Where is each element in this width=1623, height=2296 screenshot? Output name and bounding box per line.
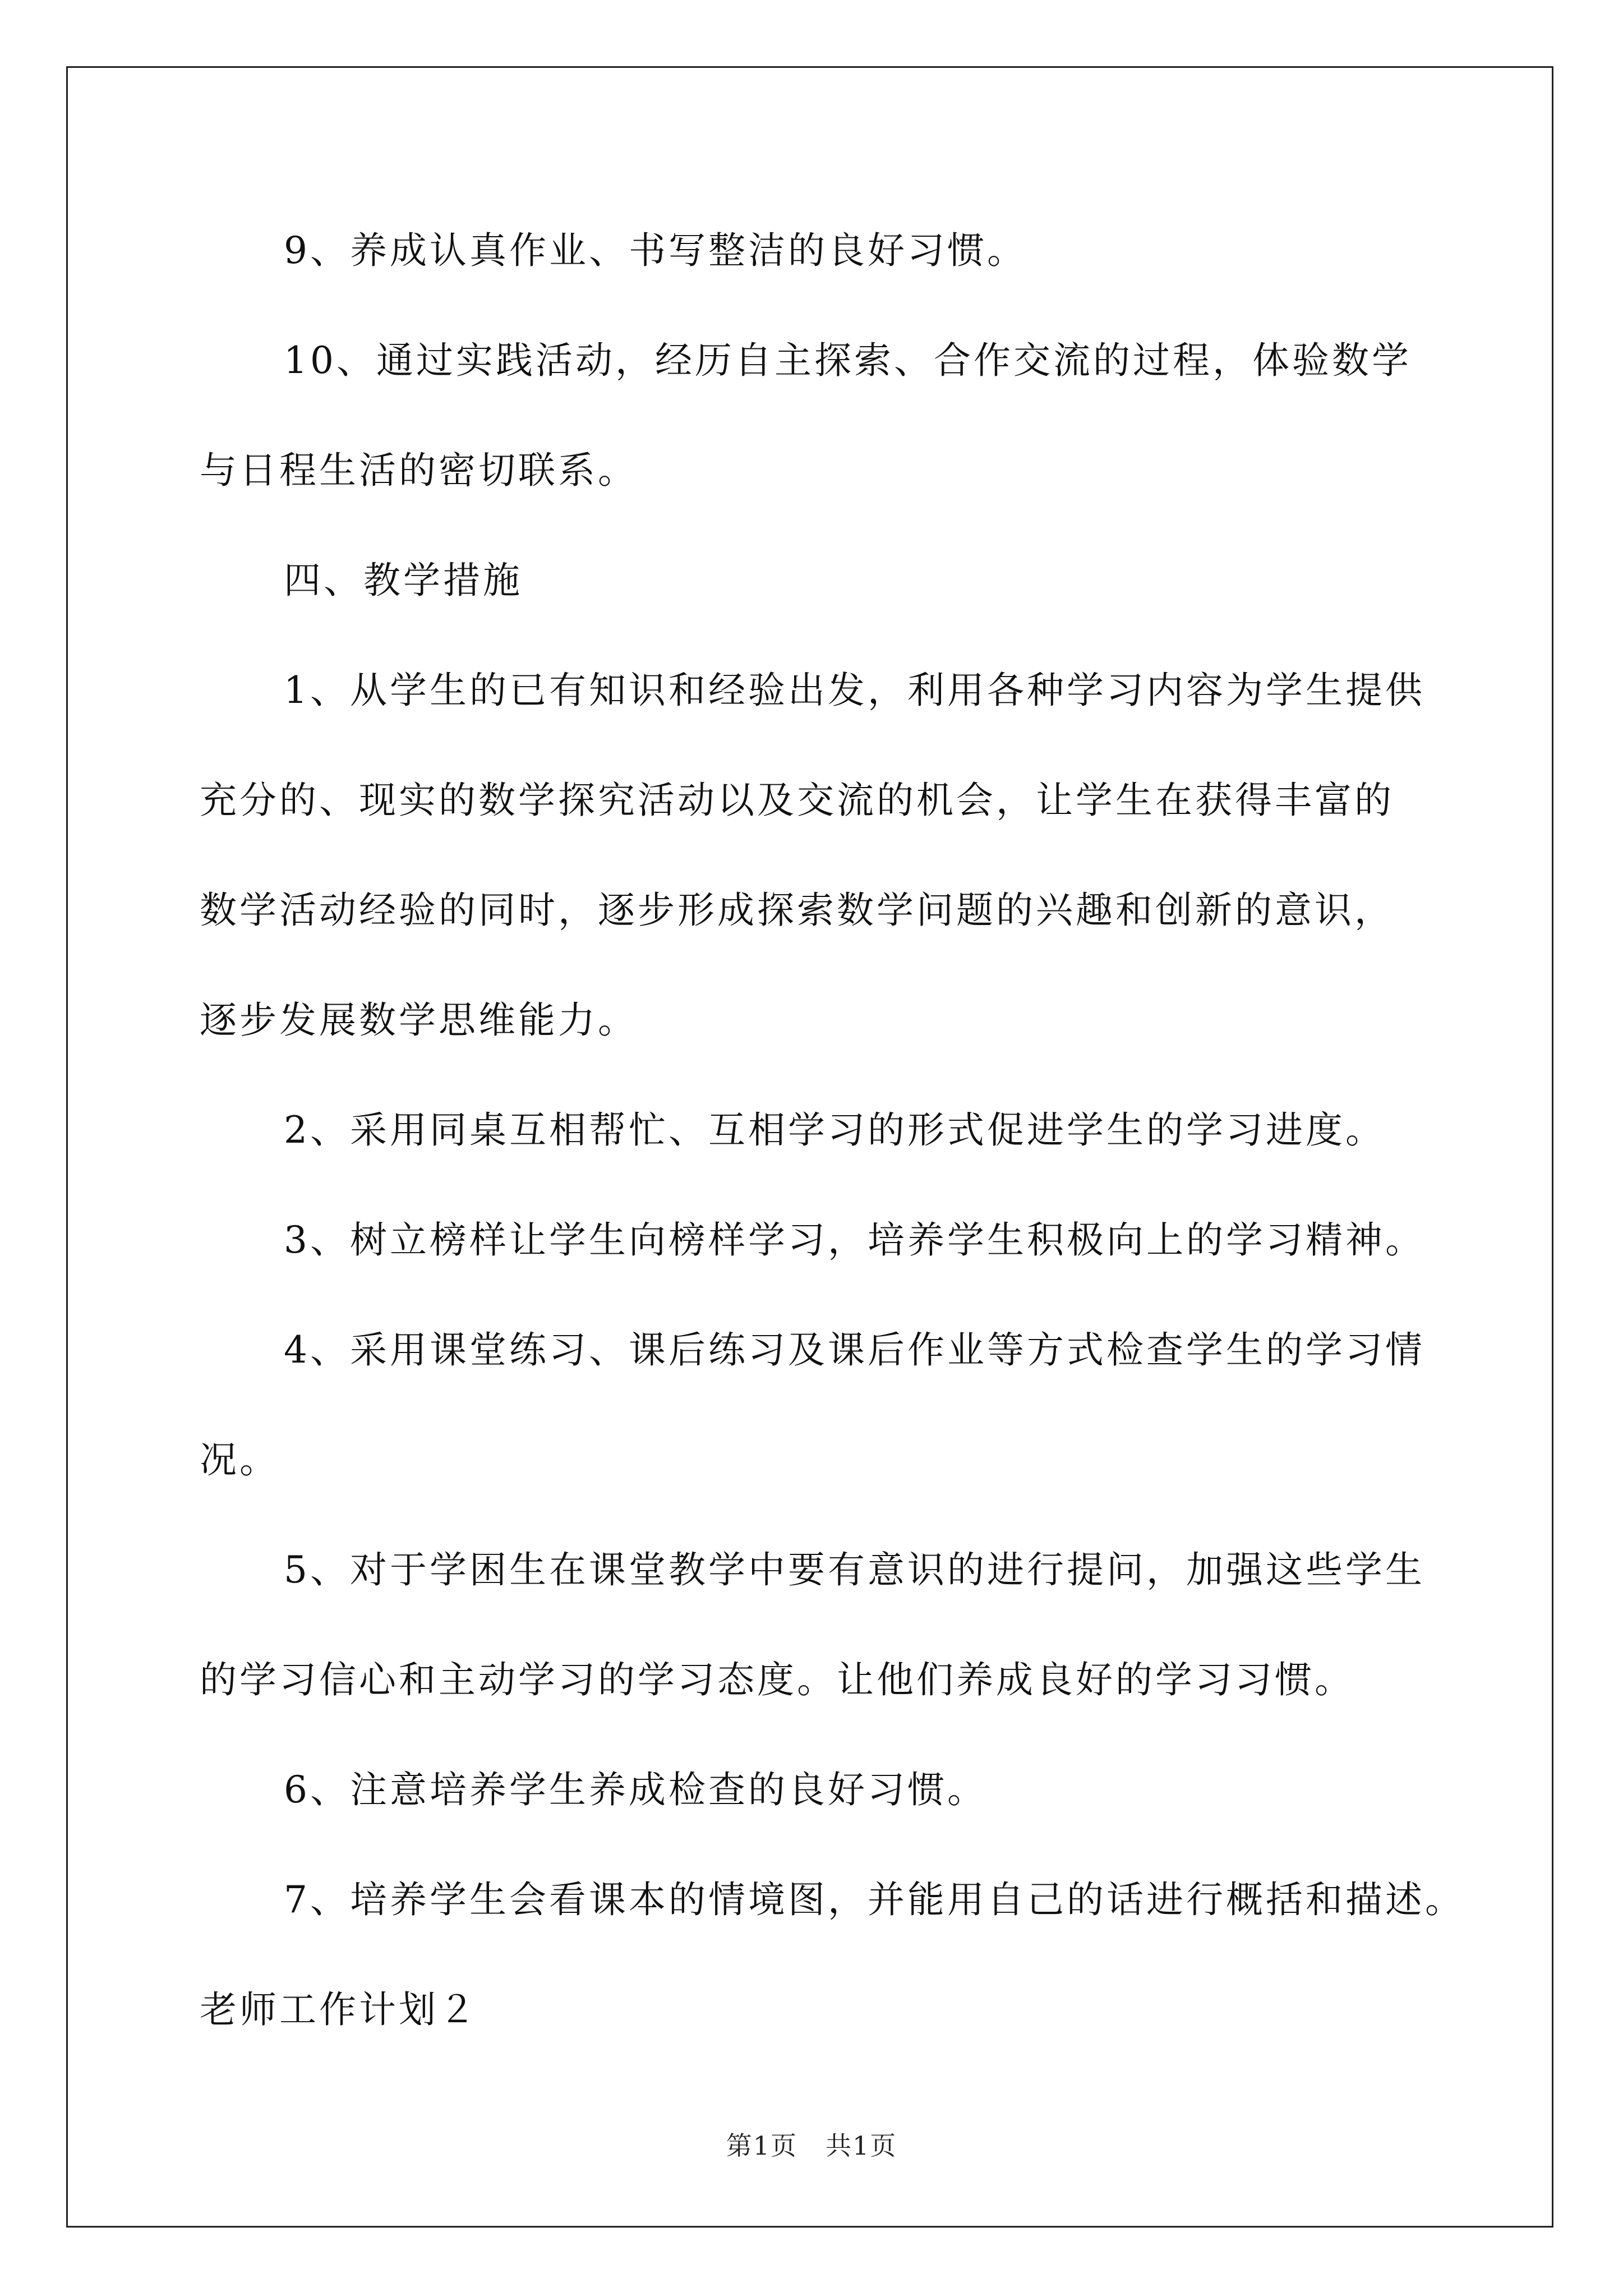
measure-1-line-1: 1、从学生的已有知识和经验出发，利用各种学习内容为学生提供 bbox=[284, 669, 1425, 712]
measure-1-line-2: 充分的、现实的数学探究活动以及交流的机会，让学生在获得丰富的 bbox=[200, 779, 1394, 822]
measure-7-line-1: 7、培养学生会看课本的情境图，并能用自己的话进行概括和描述。 bbox=[284, 1878, 1465, 1921]
page-footer bbox=[0, 2133, 1623, 2159]
measure-6-line-1: 6、注意培养学生养成检查的良好习惯。 bbox=[284, 1768, 987, 1811]
section-heading-teaching-measures: 四、教学措施 bbox=[284, 559, 523, 602]
measure-3-line-1: 3、树立榜样让学生向榜样学习，培养学生积极向上的学习精神。 bbox=[284, 1218, 1425, 1262]
measure-5-line-2: 的学习信心和主动学习的学习态度。让他们养成良好的学习习惯。 bbox=[200, 1658, 1354, 1701]
measure-5-line-1: 5、对于学困生在课堂教学中要有意识的进行提问，加强这些学生 bbox=[284, 1548, 1425, 1591]
paragraph-10-line-2: 与日程生活的密切联系。 bbox=[200, 449, 638, 492]
paragraph-10-line-1: 10、通过实践活动，经历自主探索、合作交流的过程，体验数学 bbox=[284, 339, 1412, 382]
paragraph-9-line-1: 9、养成认真作业、书写整洁的良好习惯。 bbox=[284, 229, 1027, 272]
measure-2-line-1: 2、采用同桌互相帮忙、互相学习的形式促进学生的学习进度。 bbox=[284, 1108, 1385, 1152]
measure-1-line-3: 数学活动经验的同时，逐步形成探索数学问题的兴趣和创新的意识， bbox=[200, 889, 1394, 932]
page-number: 第1页 bbox=[726, 2131, 798, 2161]
next-section-title: 老师工作计划２ bbox=[200, 1988, 478, 2031]
measure-1-line-4: 逐步发展数学思维能力。 bbox=[200, 999, 638, 1042]
measure-4-line-2: 况。 bbox=[200, 1438, 279, 1481]
measure-4-line-1: 4、采用课堂练习、课后练习及课后作业等方式检查学生的学习情 bbox=[284, 1328, 1425, 1372]
page-total: 共1页 bbox=[825, 2131, 897, 2161]
